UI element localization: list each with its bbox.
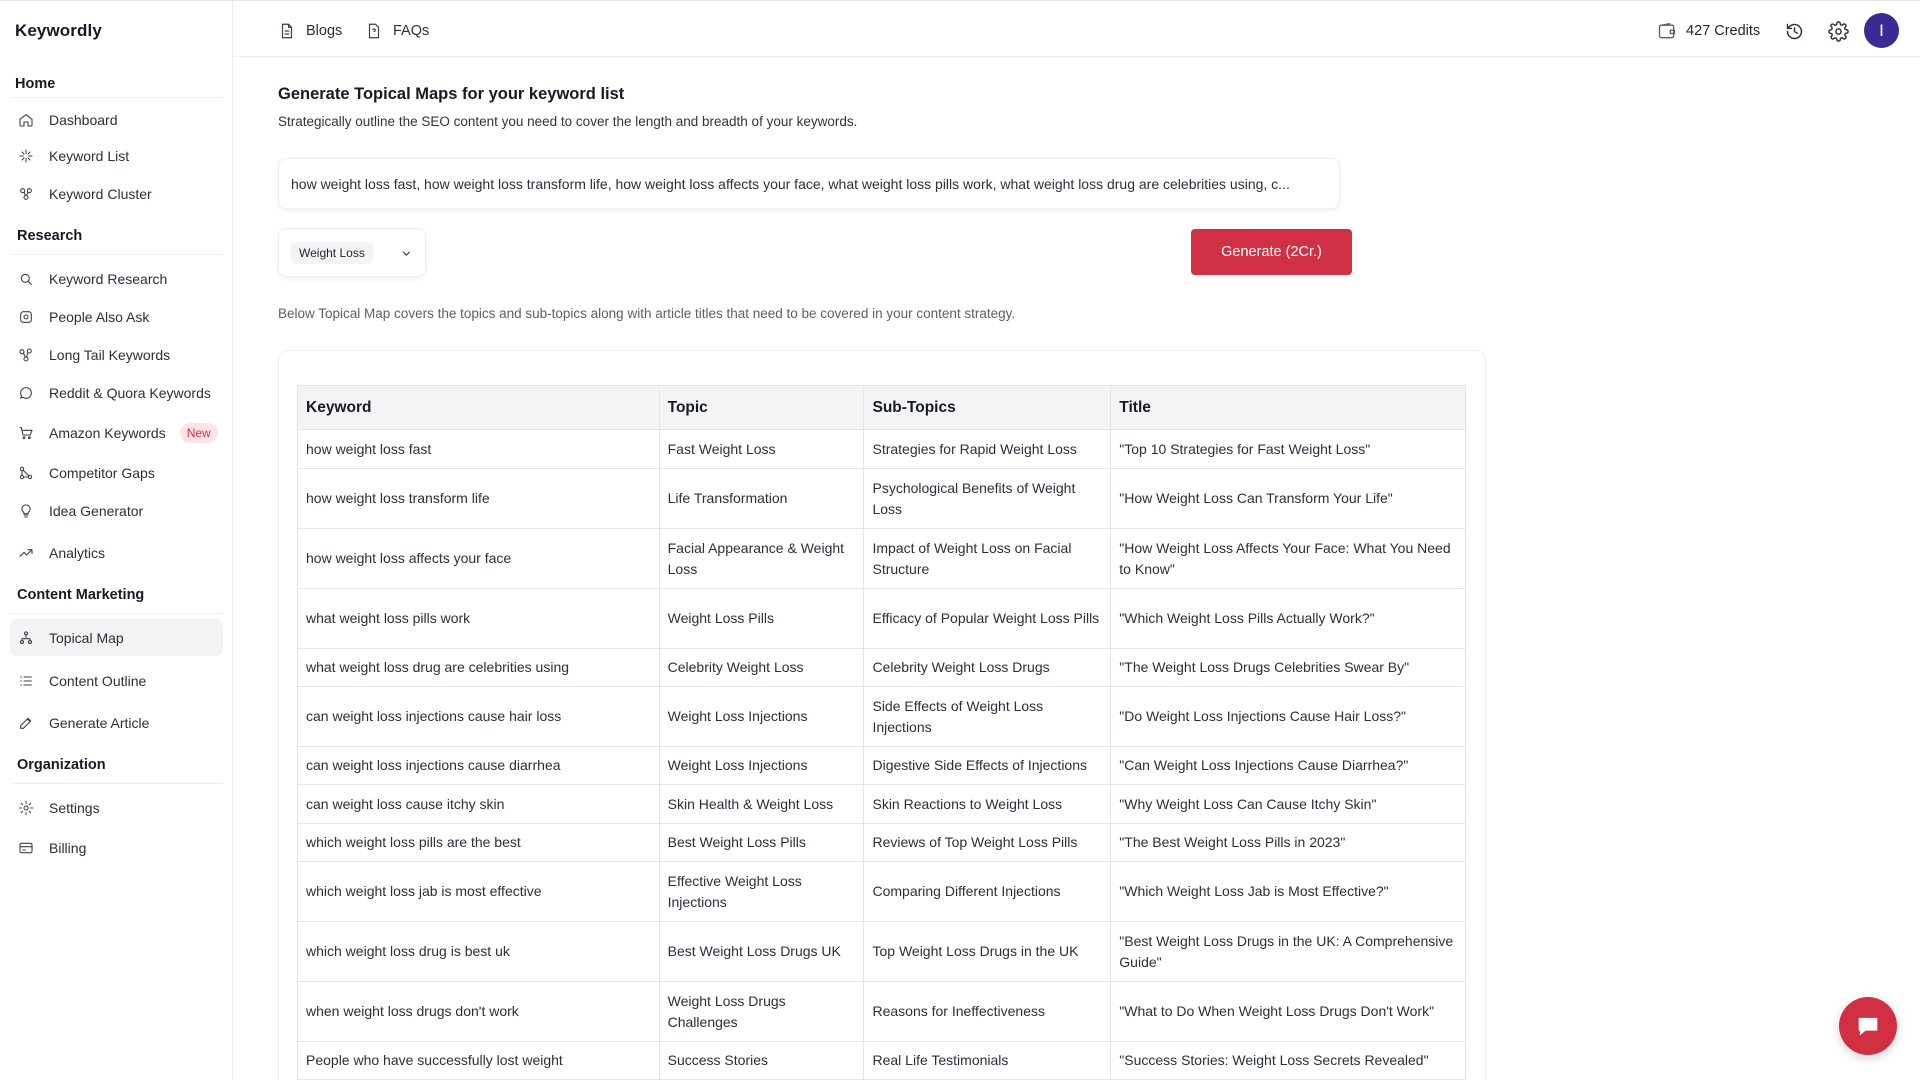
sidebar-item-label: Keyword Research: [49, 270, 168, 287]
new-badge: New: [180, 423, 218, 443]
cluster-icon: [17, 185, 35, 203]
table-row: [298, 589, 1466, 649]
table-row: [298, 529, 1466, 589]
cell-keyword: People who have successfully lost weight: [298, 1042, 660, 1080]
nav-heading-organization: Organization: [17, 757, 106, 773]
chat-bubble-icon: [17, 384, 35, 402]
nav-section-home: [0, 73, 233, 95]
pen-icon: [17, 714, 35, 732]
table-row: [298, 1042, 1466, 1080]
cell-title: "Can Weight Loss Injections Cause Diarrhea?": [1111, 747, 1466, 785]
cell-title: "The Weight Loss Drugs Celebrities Swear By": [1111, 649, 1466, 687]
cell-sub-topic: Celebrity Weight Loss Drugs: [864, 649, 1111, 687]
column-header-title: Title: [1111, 386, 1466, 430]
sidebar: [0, 1, 233, 1080]
cell-sub-topic: Comparing Different Injections: [864, 862, 1111, 922]
nav-heading-content-marketing: Content Marketing: [17, 587, 145, 603]
history-icon: [1784, 21, 1805, 42]
cell-keyword: how weight loss affects your face: [298, 529, 660, 589]
sidebar-item-analytics[interactable]: [10, 534, 223, 571]
cell-title: "Which Weight Loss Pills Actually Work?": [1111, 589, 1466, 649]
settings-button[interactable]: [1826, 19, 1850, 43]
sidebar-item-dashboard[interactable]: [10, 101, 223, 138]
cell-title: "How Weight Loss Can Transform Your Life": [1111, 469, 1466, 529]
search-icon: [17, 270, 35, 288]
table-header-row: [298, 386, 1466, 430]
page-title: Generate Topical Maps for your keyword list: [278, 85, 625, 103]
sidebar-item-settings[interactable]: [10, 789, 223, 826]
cell-sub-topic: Side Effects of Weight Loss Injections: [864, 687, 1111, 747]
history-button[interactable]: [1782, 19, 1806, 43]
app-logo-text[interactable]: Keywordly: [15, 21, 102, 40]
sidebar-item-generate-article[interactable]: [10, 704, 223, 741]
column-header-topic: Topic: [659, 386, 864, 430]
table-row: [298, 922, 1466, 982]
sidebar-item-label: People Also Ask: [49, 308, 150, 325]
nav-divider: [10, 613, 223, 614]
sidebar-item-label: Topical Map: [49, 629, 124, 646]
cell-topic: Fast Weight Loss: [659, 430, 864, 469]
table-row: [298, 430, 1466, 469]
faqs-label: FAQs: [393, 23, 430, 39]
lightbulb-icon: [17, 502, 35, 520]
document-icon: [278, 22, 296, 40]
sidebar-item-label: Amazon Keywords: [49, 424, 166, 441]
cell-topic: Weight Loss Pills: [659, 589, 864, 649]
blogs-link[interactable]: [278, 20, 342, 42]
sidebar-item-label: Analytics: [49, 544, 106, 561]
cell-topic: Celebrity Weight Loss: [659, 649, 864, 687]
cell-sub-topic: Reviews of Top Weight Loss Pills: [864, 824, 1111, 862]
sidebar-item-keyword-cluster[interactable]: [10, 175, 223, 212]
sidebar-item-label: Dashboard: [49, 111, 118, 128]
cell-title: "Do Weight Loss Injections Cause Hair Loss?": [1111, 687, 1466, 747]
sidebar-item-label: Billing: [49, 839, 87, 856]
cell-topic: Best Weight Loss Drugs UK: [659, 922, 864, 982]
sidebar-item-people-also-ask[interactable]: [10, 298, 223, 335]
cell-topic: Weight Loss Injections: [659, 687, 864, 747]
topical-map-table: [297, 385, 1466, 1080]
sidebar-item-label: Content Outline: [49, 672, 147, 689]
sidebar-item-keyword-research[interactable]: [10, 260, 223, 297]
sidebar-item-label: Long Tail Keywords: [49, 346, 171, 363]
chat-icon: [1854, 1012, 1882, 1040]
nav-heading-home: Home: [15, 76, 56, 92]
table-row: [298, 687, 1466, 747]
sidebar-item-competitor-gaps[interactable]: [10, 454, 223, 491]
cell-keyword: can weight loss injections cause hair loss: [298, 687, 660, 747]
cell-topic: Weight Loss Injections: [659, 747, 864, 785]
cell-sub-topic: Impact of Weight Loss on Facial Structure: [864, 529, 1111, 589]
nav-divider: [10, 97, 223, 98]
cart-icon: [17, 424, 35, 442]
blogs-label: Blogs: [306, 23, 343, 39]
table-row: [298, 862, 1466, 922]
cell-title: "Best Weight Loss Drugs in the UK: A Comprehensive Guide": [1111, 922, 1466, 982]
gear-icon: [1828, 21, 1849, 42]
cell-keyword: what weight loss drug are celebrities using: [298, 649, 660, 687]
column-header-keyword: Keyword: [298, 386, 660, 430]
column-header-sub-topics: Sub-Topics: [864, 386, 1111, 430]
cell-title: "The Best Weight Loss Pills in 2023": [1111, 824, 1466, 862]
nav-section-organization: [0, 754, 233, 776]
generate-button[interactable]: Generate (2Cr.): [1191, 229, 1352, 275]
nav-heading-research: Research: [17, 228, 83, 244]
cell-keyword: how weight loss fast: [298, 430, 660, 469]
window-top-border: [0, 0, 1920, 1]
sidebar-item-label: Keyword List: [49, 147, 130, 164]
topic-select[interactable]: [278, 228, 426, 277]
cell-title: "Top 10 Strategies for Fast Weight Loss": [1111, 430, 1466, 469]
sidebar-item-keyword-list[interactable]: [10, 137, 223, 174]
cell-title: "Why Weight Loss Can Cause Itchy Skin": [1111, 785, 1466, 824]
sidebar-item-amazon-keywords[interactable]: [10, 414, 223, 451]
network-icon: [17, 464, 35, 482]
sidebar-item-long-tail-keywords[interactable]: [10, 336, 223, 373]
sidebar-item-topical-map[interactable]: [10, 619, 223, 656]
cell-topic: Success Stories: [659, 1042, 864, 1080]
cell-sub-topic: Digestive Side Effects of Injections: [864, 747, 1111, 785]
sidebar-item-label: Reddit & Quora Keywords: [49, 384, 211, 401]
nav-section-content-marketing: [0, 584, 233, 606]
sidebar-item-billing[interactable]: [10, 829, 223, 866]
sparkle-icon: [17, 147, 35, 165]
cell-keyword: when weight loss drugs don't work: [298, 982, 660, 1042]
sidebar-item-label: Keyword Cluster: [49, 185, 152, 202]
chevron-down-icon: [400, 247, 413, 260]
table-row: [298, 785, 1466, 824]
list-icon: [17, 672, 35, 690]
cell-sub-topic: Strategies for Rapid Weight Loss: [864, 430, 1111, 469]
cell-title: "Success Stories: Weight Loss Secrets Revealed": [1111, 1042, 1466, 1080]
cell-sub-topic: Real Life Testimonials: [864, 1042, 1111, 1080]
wallet-icon: [1657, 21, 1677, 41]
cell-sub-topic: Efficacy of Popular Weight Loss Pills: [864, 589, 1111, 649]
page-subtitle: Strategically outline the SEO content you need to cover the length and breadth of your keywords.: [278, 114, 858, 129]
cell-topic: Weight Loss Drugs Challenges: [659, 982, 864, 1042]
table-row: [298, 824, 1466, 862]
nodes-icon: [17, 346, 35, 364]
cell-topic: Life Transformation: [659, 469, 864, 529]
billing-icon: [17, 839, 35, 857]
cell-title: "What to Do When Weight Loss Drugs Don't Work": [1111, 982, 1466, 1042]
table-row: [298, 649, 1466, 687]
chat-support-button[interactable]: [1839, 997, 1897, 1055]
cell-topic: Skin Health & Weight Loss: [659, 785, 864, 824]
sidebar-item-label: Generate Article: [49, 714, 150, 731]
gear-icon: [17, 799, 35, 817]
target-icon: [17, 308, 35, 326]
cell-title: "Which Weight Loss Jab is Most Effective?": [1111, 862, 1466, 922]
faqs-link[interactable]: [365, 20, 429, 42]
cell-sub-topic: Top Weight Loss Drugs in the UK: [864, 922, 1111, 982]
sidebar-item-content-outline[interactable]: [10, 662, 223, 699]
cell-keyword: what weight loss pills work: [298, 589, 660, 649]
selected-topic-chip: Weight Loss: [291, 242, 373, 264]
cell-keyword: which weight loss jab is most effective: [298, 862, 660, 922]
cell-sub-topic: Psychological Benefits of Weight Loss: [864, 469, 1111, 529]
sidebar-item-label: Idea Generator: [49, 502, 144, 519]
trend-icon: [17, 544, 35, 562]
keyword-list-input[interactable]: how weight loss fast, how weight loss transform life, how weight loss affects your face, what weight loss pills work, what weight loss drug are celebrities using, c...: [278, 158, 1340, 209]
credits-label: 427 Credits: [1686, 23, 1761, 39]
cell-keyword: how weight loss transform life: [298, 469, 660, 529]
topical-map-description: Below Topical Map covers the topics and sub-topics along with article titles that need to be covered in your content strategy.: [278, 306, 1016, 321]
table-row: [298, 982, 1466, 1042]
nav-divider: [10, 783, 223, 784]
sidebar-item-reddit-quora-keywords[interactable]: [10, 374, 223, 411]
cell-keyword: which weight loss drug is best uk: [298, 922, 660, 982]
topbar-divider: [233, 56, 1920, 57]
credits-indicator[interactable]: [1657, 18, 1760, 44]
sidebar-item-idea-generator[interactable]: [10, 492, 223, 529]
cell-topic: Facial Appearance & Weight Loss: [659, 529, 864, 589]
cell-topic: Best Weight Loss Pills: [659, 824, 864, 862]
home-icon: [17, 111, 35, 129]
nav-section-research: [0, 225, 233, 247]
table-row: [298, 469, 1466, 529]
cell-title: "How Weight Loss Affects Your Face: What You Need to Know": [1111, 529, 1466, 589]
sidebar-item-label: Settings: [49, 799, 100, 816]
faq-document-icon: [365, 22, 383, 40]
cell-keyword: can weight loss cause itchy skin: [298, 785, 660, 824]
cell-keyword: which weight loss pills are the best: [298, 824, 660, 862]
cell-sub-topic: Skin Reactions to Weight Loss: [864, 785, 1111, 824]
cell-keyword: can weight loss injections cause diarrhea: [298, 747, 660, 785]
cell-sub-topic: Reasons for Ineffectiveness: [864, 982, 1111, 1042]
table-row: [298, 747, 1466, 785]
nav-divider: [10, 254, 223, 255]
sidebar-item-label: Competitor Gaps: [49, 464, 155, 481]
sitemap-icon: [17, 629, 35, 647]
user-avatar[interactable]: I: [1864, 13, 1899, 48]
cell-topic: Effective Weight Loss Injections: [659, 862, 864, 922]
